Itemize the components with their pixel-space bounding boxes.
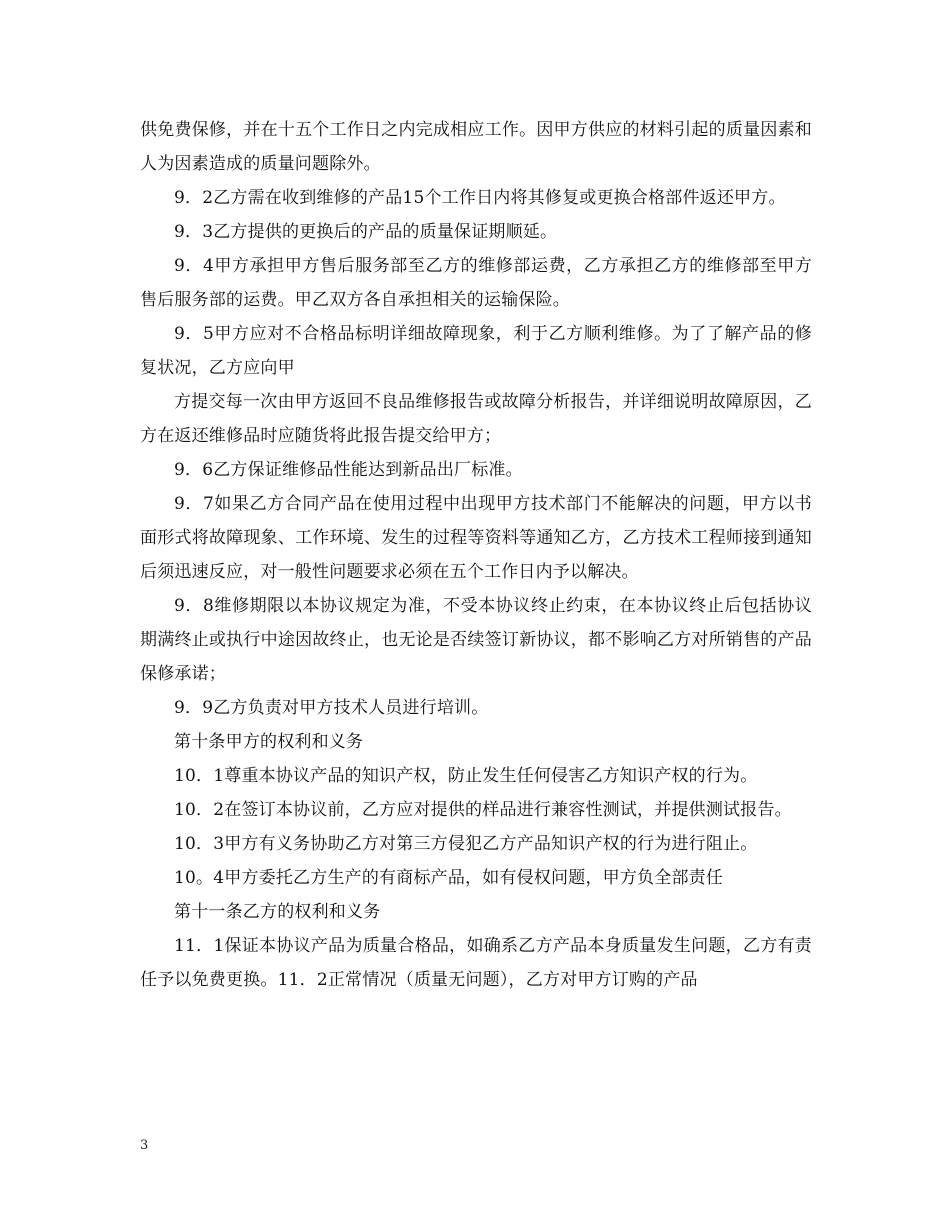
paragraph: 10。4甲方委托乙方生产的有商标产品，如有侵权问题，甲方负全部责任 — [174, 868, 724, 888]
section-heading: 第十一条乙方的权利和义务 — [174, 902, 381, 922]
paragraph: 10．1尊重本协议产品的知识产权，防止发生任何侵害乙方知识产权的行为。 — [174, 766, 758, 786]
paragraph: 9．8维修期限以本协议规定为准，不受本协议终止约束，在本协议终止后包括协议期满终止或执行中途因故终止，也无论是否续签订新协议，都不影响乙方对所销售的产品保修承诺； — [140, 596, 812, 684]
paragraph: 9．3乙方提供的更换后的产品的质量保证期顺延。 — [174, 222, 558, 242]
paragraph: 10．3甲方有义务协助乙方对第三方侵犯乙方产品知识产权的行为进行阻止。 — [174, 834, 758, 854]
paragraph: 10．2在签订本协议前，乙方应对提供的样品进行兼容性测试，并提供测试报告。 — [174, 800, 792, 820]
paragraph: 方提交每一次由甲方返回不良品维修报告或故障分析报告，并详细说明故障原因，乙方在返还维修品时应随货将此报告提交给甲方； — [140, 392, 812, 446]
paragraph: 9．5甲方应对不合格品标明详细故障现象，利于乙方顺利维修。为了了解产品的修复状况，乙方应向甲 — [140, 324, 812, 378]
paragraph: 9．4甲方承担甲方售后服务部至乙方的维修部运费，乙方承担乙方的维修部至甲方售后服务部的运费。甲乙双方各自承担相关的运输保险。 — [140, 256, 812, 310]
paragraph: 供免费保修，并在十五个工作日之内完成相应工作。因甲方供应的材料引起的质量因素和人为因素造成的质量问题除外。 — [140, 120, 812, 174]
paragraph: 9．9乙方负责对甲方技术人员进行培训。 — [174, 698, 489, 718]
paragraph: 9．7如果乙方合同产品在使用过程中出现甲方技术部门不能解决的问题，甲方以书面形式将故障现象、工作环境、发生的过程等资料等通知乙方，乙方技术工程师接到通知后须迅速反应，对一般性问题要求必须在五个工作日内予以解决。 — [140, 494, 812, 582]
paragraph: 9．6乙方保证维修品性能达到新品出厂标准。 — [174, 460, 523, 480]
document-body — [140, 113, 812, 997]
section-heading: 第十条甲方的权利和义务 — [174, 732, 364, 752]
paragraph: 9．2乙方需在收到维修的产品15个工作日内将其修复或更换合格部件返还甲方。 — [174, 188, 786, 208]
page-number: 3 — [140, 1138, 149, 1153]
paragraph: 11．1保证本协议产品为质量合格品，如确系乙方产品本身质量发生问题，乙方有责任予以免费更换。11．2正常情况（质量无问题），乙方对甲方订购的产品 — [140, 936, 812, 990]
